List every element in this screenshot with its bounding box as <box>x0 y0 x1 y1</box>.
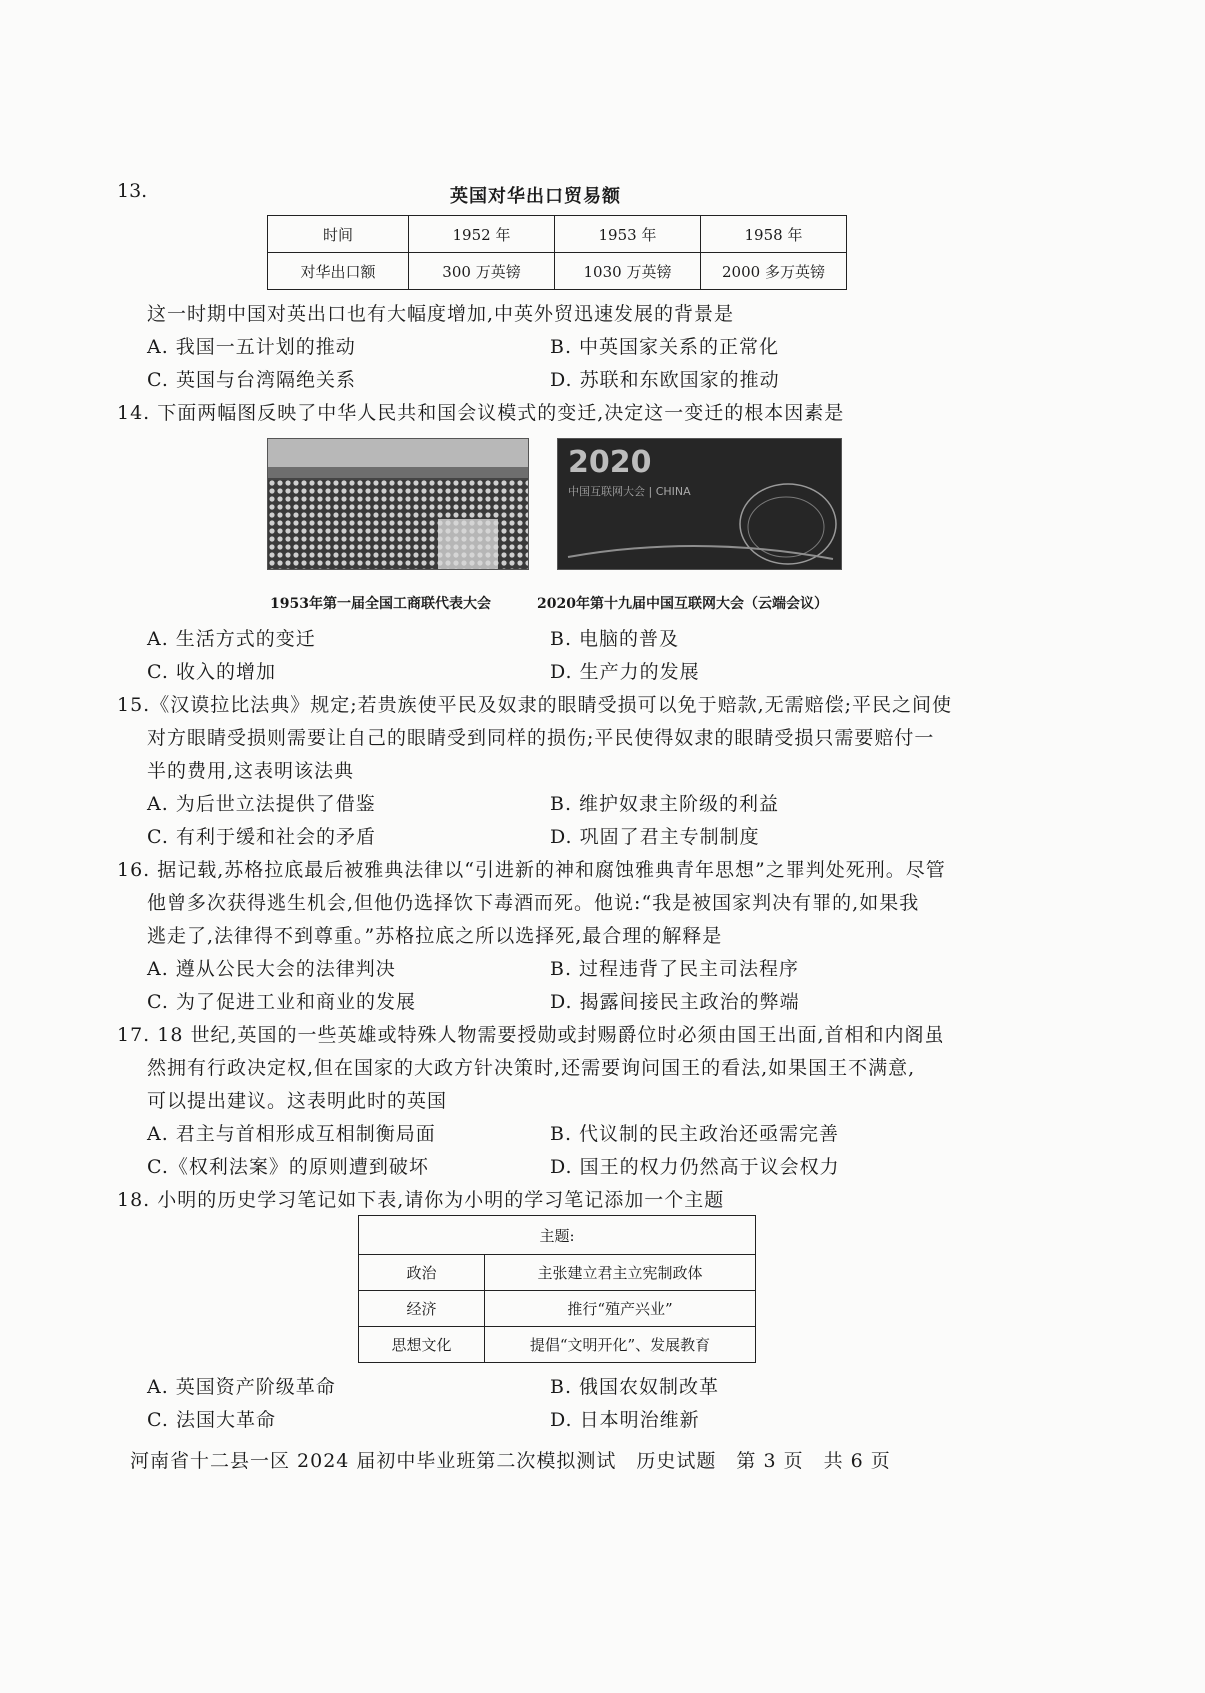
q17-stem-line-1: 17. 18 世纪,英国的一些英雄或特殊人物需要授勋或封赐爵位时必须由国王出面,首相和内阁虽 <box>117 1024 945 1046</box>
table-cell: 时间 <box>268 216 409 253</box>
q15-option-a[interactable]: A. 为后世立法提供了借鉴 <box>147 793 376 815</box>
table-cell: 300 万英镑 <box>409 253 555 290</box>
q17-option-d[interactable]: D. 国王的权力仍然高于议会权力 <box>550 1156 840 1178</box>
q17-option-c[interactable]: C.《权利法案》的原则遭到破坏 <box>147 1156 429 1178</box>
q17-stem-line-2: 然拥有行政决定权,但在国家的大政方针决策时,还需要询问国王的看法,如果国王不满意, <box>147 1057 916 1079</box>
q13-trade-table <box>267 215 847 290</box>
q16-option-d[interactable]: D. 揭露间接民主政治的弊端 <box>550 991 800 1013</box>
table-cell: 政治 <box>359 1255 485 1291</box>
q18-option-b[interactable]: B. 俄国农奴制改革 <box>550 1376 720 1398</box>
table-row <box>268 253 847 290</box>
q18-option-d[interactable]: D. 日本明治维新 <box>550 1409 700 1431</box>
q13-option-c[interactable]: C. 英国与台湾隔绝关系 <box>147 369 356 391</box>
table-cell: 2000 多万英镑 <box>701 253 847 290</box>
q14-option-c[interactable]: C. 收入的增加 <box>147 661 276 683</box>
photo-2020-text: 2020 <box>568 445 652 480</box>
q13-option-d[interactable]: D. 苏联和东欧国家的推动 <box>550 369 780 391</box>
q18-option-a[interactable]: A. 英国资产阶级革命 <box>147 1376 336 1398</box>
q16-stem-line-3: 逃走了,法律得不到尊重。”苏格拉底之所以选择死,最合理的解释是 <box>147 925 723 947</box>
q15-stem-line-2: 对方眼睛受损则需要让自己的眼睛受到同样的损伤;平民使得奴隶的眼睛受损只需要赔付一 <box>147 727 935 749</box>
table-row <box>268 216 847 253</box>
table-cell: 对华出口额 <box>268 253 409 290</box>
conference-2020-photo <box>557 438 842 570</box>
q18-stem: 18. 小明的历史学习笔记如下表,请你为小明的学习笔记添加一个主题 <box>117 1189 725 1211</box>
table-cell: 主张建立君主立宪制政体 <box>485 1255 756 1291</box>
q13-option-b[interactable]: B. 中英国家关系的正常化 <box>550 336 780 358</box>
q15-option-d[interactable]: D. 巩固了君主专制制度 <box>550 826 760 848</box>
photo-caption-2020: 2020年第十九届中国互联网大会（云端会议） <box>537 596 828 612</box>
table-cell: 思想文化 <box>359 1327 485 1363</box>
q15-stem-line-3: 半的费用,这表明该法典 <box>147 760 355 782</box>
q16-stem-line-2: 他曾多次获得逃生机会,但他仍选择饮下毒酒而死。他说:“我是被国家判决有罪的,如果我 <box>147 892 920 914</box>
question-13-number: 13. <box>117 180 148 202</box>
table-cell: 1030 万英镑 <box>555 253 701 290</box>
q14-option-b[interactable]: B. 电脑的普及 <box>550 628 680 650</box>
q15-stem-line-1: 15.《汉谟拉比法典》规定;若贵族使平民及奴隶的眼睛受损可以免于赔款,无需赔偿;平民之间使 <box>117 694 953 716</box>
q16-stem-line-1: 16. 据记载,苏格拉底最后被雅典法律以“引进新的神和腐蚀雅典青年思想”之罪判处死刑。尽管 <box>117 859 946 881</box>
table-title-cell: 主题: <box>359 1216 756 1255</box>
page-footer: 河南省十二县一区 2024 届初中毕业班第二次模拟测试 历史试题 第 3 页 共 6 页 <box>130 1450 891 1472</box>
q18-notes-table <box>358 1215 756 1363</box>
table-cell: 1952 年 <box>409 216 555 253</box>
table-row <box>359 1291 756 1327</box>
q14-option-d[interactable]: D. 生产力的发展 <box>550 661 700 683</box>
table-row <box>359 1327 756 1363</box>
q13-table-title: 英国对华出口贸易额 <box>450 186 621 207</box>
table-cell: 1953 年 <box>555 216 701 253</box>
conference-hall-image <box>268 439 528 569</box>
table-cell: 提倡“文明开化”、发展教育 <box>485 1327 756 1363</box>
q17-option-a[interactable]: A. 君主与首相形成互相制衡局面 <box>147 1123 436 1145</box>
q16-option-a[interactable]: A. 遵从公民大会的法律判决 <box>147 958 396 980</box>
table-row <box>359 1216 756 1255</box>
q13-stem: 这一时期中国对英出口也有大幅度增加,中英外贸迅速发展的背景是 <box>147 303 735 325</box>
q17-option-b[interactable]: B. 代议制的民主政治还亟需完善 <box>550 1123 840 1145</box>
q14-option-a[interactable]: A. 生活方式的变迁 <box>147 628 316 650</box>
photo-caption-1953: 1953年第一届全国工商联代表大会 <box>270 596 491 612</box>
q15-option-c[interactable]: C. 有利于缓和社会的矛盾 <box>147 826 376 848</box>
table-cell: 1958 年 <box>701 216 847 253</box>
q14-stem: 14. 下面两幅图反映了中华人民共和国会议模式的变迁,决定这一变迁的根本因素是 <box>117 402 845 424</box>
q15-option-b[interactable]: B. 维护奴隶主阶级的利益 <box>550 793 780 815</box>
q16-option-c[interactable]: C. 为了促进工业和商业的发展 <box>147 991 416 1013</box>
table-row <box>359 1255 756 1291</box>
photo-2020-subtext: 中国互联网大会 | CHINA <box>568 485 691 498</box>
q18-option-c[interactable]: C. 法国大革命 <box>147 1409 276 1431</box>
q16-option-b[interactable]: B. 过程违背了民主司法程序 <box>550 958 800 980</box>
q17-stem-line-3: 可以提出建议。这表明此时的英国 <box>147 1090 448 1112</box>
table-cell: 经济 <box>359 1291 485 1327</box>
q13-option-a[interactable]: A. 我国一五计划的推动 <box>147 336 356 358</box>
conference-1953-photo <box>267 438 529 570</box>
table-cell: 推行“殖产兴业” <box>485 1291 756 1327</box>
